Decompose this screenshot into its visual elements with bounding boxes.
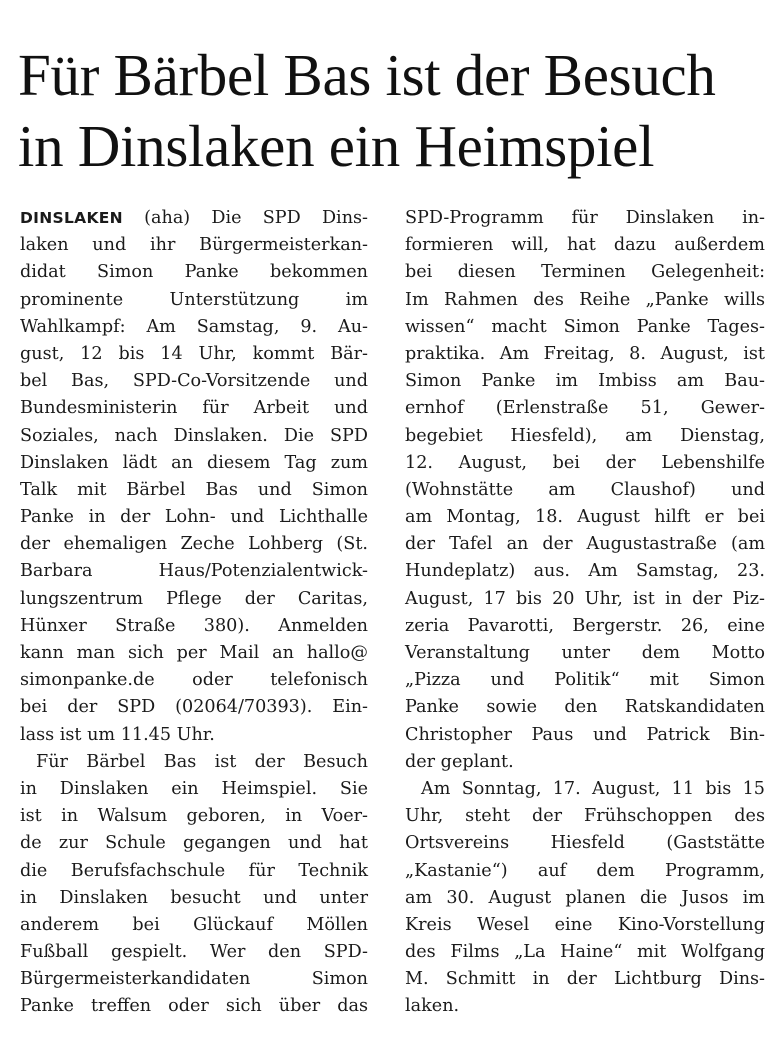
article-headline bbox=[18, 40, 768, 182]
article-line: 12. August, bei der Lebenshilfe bbox=[405, 452, 765, 473]
article-line: de zur Schule gegangen und hat bbox=[20, 833, 368, 854]
article-line: Soziales, nach Dinslaken. Die SPD bbox=[20, 425, 368, 446]
article-line: ist in Walsum geboren, in Voer- bbox=[20, 806, 368, 827]
article-line: Dinslaken lädt an diesem Tag zum bbox=[20, 452, 368, 473]
article-line: „Kastanie“) auf dem Programm, bbox=[405, 860, 765, 881]
headline-line-1: Für Bärbel Bas ist der Besuch bbox=[18, 42, 716, 108]
article-line: Bundesministerin für Arbeit und bbox=[20, 398, 368, 419]
article-line: „Pizza und Politik“ mit Simon bbox=[405, 670, 765, 691]
article-line: am 30. August planen die Jusos im bbox=[405, 887, 765, 908]
article-line: gust, 12 bis 14 Uhr, kommt Bär- bbox=[20, 343, 368, 364]
article-line: des Films „La Haine“ mit Wolfgang bbox=[405, 942, 765, 963]
article-line bbox=[20, 205, 368, 232]
article-column-left bbox=[20, 205, 368, 1021]
article-line: bei diesen Terminen Gelegenheit: bbox=[405, 262, 765, 283]
article-line: Fußball gespielt. Wer den SPD- bbox=[20, 942, 368, 963]
article-line: SPD-Programm für Dinslaken in- bbox=[405, 208, 765, 228]
article-line: der geplant. bbox=[405, 751, 514, 772]
article-line: Panke in der Lohn- und Lichthalle bbox=[20, 507, 368, 528]
article-line-text: (aha) Die SPD Dins- bbox=[122, 208, 368, 228]
article-line: Kreis Wesel eine Kino-Vorstellung bbox=[405, 914, 765, 935]
article-line: bel Bas, SPD-Co-Vorsitzende und bbox=[20, 371, 368, 392]
article-line: Christopher Paus und Patrick Bin- bbox=[405, 724, 765, 745]
article-line: Panke sowie den Ratskandidaten bbox=[405, 697, 765, 718]
article-line: kann man sich per Mail an hallo@ bbox=[20, 643, 368, 663]
article-column-right bbox=[405, 205, 765, 1021]
article-line: laken. bbox=[405, 996, 460, 1017]
article-line: M. Schmitt in der Lichtburg Dins- bbox=[405, 969, 765, 990]
article-line: Simon Panke im Imbiss am Bau- bbox=[405, 371, 765, 392]
article-line: begebiet Hiesfeld), am Dienstag, bbox=[405, 425, 765, 446]
article-line: am Montag, 18. August hilft er bei bbox=[405, 507, 765, 528]
article-line: August, 17 bis 20 Uhr, ist in der Piz- bbox=[405, 588, 765, 609]
article-line: simonpanke.de oder telefonisch bbox=[20, 670, 368, 691]
article-line: lass ist um 11.45 Uhr. bbox=[20, 724, 215, 745]
article-line: zeria Pavarotti, Bergerstr. 26, eine bbox=[405, 615, 765, 636]
article-line: Ortsvereins Hiesfeld (Gaststätte bbox=[405, 833, 765, 854]
article-line: Am Sonntag, 17. August, 11 bis 15 bbox=[421, 778, 765, 799]
article-line: Barbara Haus/Potenzialentwick- bbox=[20, 561, 368, 582]
headline-line-2: in Dinslaken ein Heimspiel bbox=[18, 113, 655, 179]
article-line: wissen“ macht Simon Panke Tages- bbox=[405, 316, 765, 337]
article-line: ernhof (Erlenstraße 51, Gewer- bbox=[405, 398, 765, 419]
article-line: Im Rahmen des Reihe „Panke wills bbox=[405, 289, 765, 310]
article-line: Uhr, steht der Frühschoppen des bbox=[405, 806, 765, 827]
article-line: prominente Unterstützung im bbox=[20, 289, 368, 310]
article-line: didat Simon Panke bekommen bbox=[20, 262, 368, 283]
article-dateline: DINSLAKEN bbox=[20, 209, 123, 227]
article-line: der ehemaligen Zeche Lohberg (St. bbox=[20, 534, 368, 555]
article-line: (Wohnstätte am Claushof) und bbox=[405, 479, 765, 500]
article-line: formieren will, hat dazu außerdem bbox=[405, 235, 765, 256]
article-line: laken und ihr Bürgermeisterkan- bbox=[20, 235, 368, 256]
article-line: in Dinslaken besucht und unter bbox=[20, 887, 368, 908]
article-line: in Dinslaken ein Heimspiel. Sie bbox=[20, 778, 368, 799]
article-line: Talk mit Bärbel Bas und Simon bbox=[20, 479, 368, 500]
article-line: anderem bei Glückauf Möllen bbox=[20, 914, 368, 935]
article-line: der Tafel an der Augustastraße (am bbox=[405, 534, 765, 555]
article-line: Panke treffen oder sich über das bbox=[20, 996, 368, 1017]
article-line: Wahlkampf: Am Samstag, 9. Au- bbox=[20, 316, 368, 337]
article-line: bei der SPD (02064/70393). Ein- bbox=[20, 697, 368, 718]
article-line: Hünxer Straße 380). Anmelden bbox=[20, 615, 368, 636]
article-line: Für Bärbel Bas ist der Besuch bbox=[36, 751, 368, 772]
article-line: Veranstaltung unter dem Motto bbox=[405, 643, 765, 663]
article-line: Bürgermeisterkandidaten Simon bbox=[20, 969, 368, 990]
article-line: die Berufsfachschule für Technik bbox=[20, 860, 368, 881]
article-line: lungszentrum Pflege der Caritas, bbox=[20, 588, 368, 609]
article-line: Hundeplatz) aus. Am Samstag, 23. bbox=[405, 561, 765, 582]
article-line: praktika. Am Freitag, 8. August, ist bbox=[405, 343, 765, 364]
